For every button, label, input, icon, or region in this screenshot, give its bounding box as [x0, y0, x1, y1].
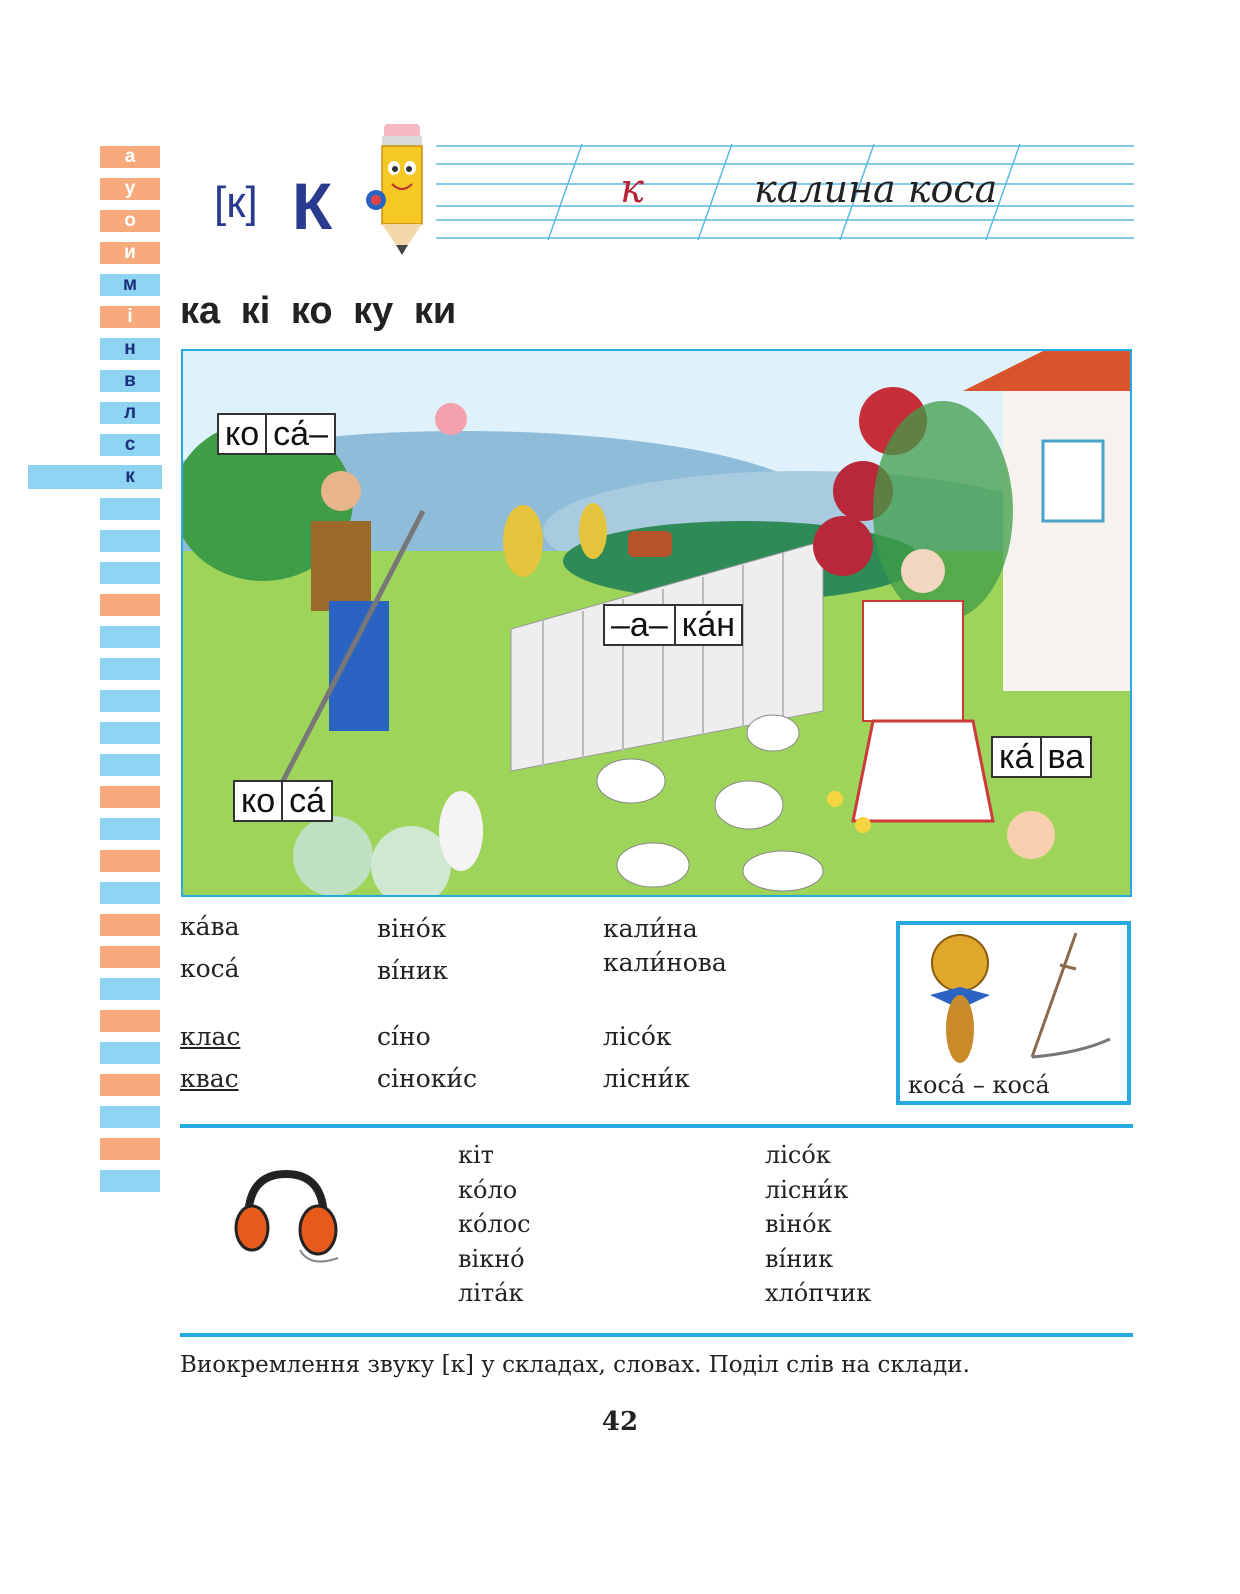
label-kan — [603, 604, 743, 646]
listen-list-left — [458, 1138, 531, 1311]
braid-scythe-icon — [900, 925, 1127, 1075]
ladder-slot — [100, 1106, 160, 1128]
label-syllable: ко — [241, 782, 276, 820]
phoneme-label: [к] — [214, 178, 258, 227]
word-kosa: коса́ — [180, 954, 240, 983]
listen-word: ко́ло — [458, 1175, 518, 1204]
ladder-slot — [100, 722, 160, 744]
ladder-letter: а — [100, 146, 160, 168]
listen-word: лісо́к — [765, 1141, 831, 1169]
ladder-slot — [100, 754, 160, 776]
divider-bottom — [180, 1333, 1133, 1337]
listen-word: лісни́к — [765, 1175, 849, 1204]
ladder-slot — [100, 690, 160, 712]
label-syllable: са́– — [265, 415, 334, 453]
label-kosa — [233, 780, 333, 822]
ladder-letter: в — [100, 370, 160, 392]
ladder-slot — [100, 594, 160, 616]
word-kalyna: кали́на — [603, 914, 698, 943]
ladder-slot — [100, 946, 160, 968]
cursive-words: калина коса — [754, 167, 998, 211]
ladder-slot — [100, 1170, 160, 1192]
label-syllable: ка́н — [674, 606, 741, 644]
ladder-slot — [100, 658, 160, 680]
kosa-caption: коса́ – коса́ — [908, 1071, 1050, 1099]
ladder-slot — [100, 1010, 160, 1032]
ladder-slot — [100, 786, 160, 808]
listen-word: хло́пчик — [765, 1279, 872, 1307]
ladder-letter: у — [100, 178, 160, 200]
label-kosa-dash — [217, 413, 336, 455]
listen-word: ко́лос — [458, 1210, 531, 1238]
ladder-slot — [100, 498, 160, 520]
word-part: клас — [180, 1022, 241, 1051]
ladder-letter: і — [100, 306, 160, 328]
page-number: 42 — [601, 1407, 639, 1437]
ladder-slot — [100, 818, 160, 840]
word-sinokis: сіноки́с — [377, 1064, 477, 1093]
ladder-slot — [100, 882, 160, 904]
listen-word: літа́к — [458, 1279, 524, 1307]
listen-list-right — [765, 1138, 871, 1311]
ladder-letter: о — [100, 210, 160, 232]
story-picture — [181, 349, 1132, 897]
ladder-slot — [100, 1042, 160, 1064]
ladder-letter: н — [100, 338, 160, 360]
label-syllable: са́ — [281, 782, 331, 820]
footer-note: Виокремлення звуку [к] у складах, словах. Поділ слів на склади. — [180, 1352, 970, 1378]
listen-word: віно́к — [765, 1210, 832, 1238]
word-kvas — [180, 1064, 239, 1093]
label-syllable: ка́ — [999, 738, 1034, 776]
label-kava — [991, 736, 1092, 778]
listen-word: вікно́ — [458, 1244, 525, 1273]
ladder-slot — [100, 530, 160, 552]
cursive-letter: к — [620, 166, 644, 212]
word-vinyk: ві́ник — [377, 956, 449, 985]
word-kava: ка́ва — [180, 912, 240, 941]
label-syllable: ко — [225, 415, 260, 453]
pencil-mascot-icon — [366, 118, 432, 260]
divider-top — [180, 1124, 1133, 1128]
handwriting-lines — [436, 140, 1134, 244]
label-syllable: ва — [1040, 738, 1091, 776]
ladder-slot — [100, 1138, 160, 1160]
word-sino: сі́но — [377, 1022, 431, 1051]
word-vinok: віно́к — [377, 914, 447, 943]
headphones-icon — [230, 1168, 342, 1268]
ladder-letter: и — [100, 242, 160, 264]
label-syllable: –а– — [611, 606, 668, 644]
syllables-row: ка кі ко ку ки — [180, 290, 457, 332]
word-lisok: лісо́к — [603, 1022, 672, 1051]
ladder-letter: к — [100, 466, 160, 488]
big-letter: К — [292, 169, 333, 243]
listen-word: кіт — [458, 1141, 494, 1169]
word-part: квас — [180, 1064, 239, 1093]
word-kalynova: кали́нова — [603, 948, 727, 977]
ladder-slot — [100, 914, 160, 936]
word-lisnyk: лісни́к — [603, 1064, 690, 1093]
ladder-slot — [100, 562, 160, 584]
ladder-slot — [100, 626, 160, 648]
kosa-homonym-box — [896, 921, 1131, 1105]
word-klas — [180, 1022, 240, 1051]
ladder-letter: с — [100, 434, 160, 456]
ladder-slot — [100, 1074, 160, 1096]
ladder-slot — [100, 850, 160, 872]
ladder-letter: м — [100, 274, 160, 296]
ladder-letter: л — [100, 402, 160, 424]
ladder-slot — [100, 978, 160, 1000]
listen-word: ві́ник — [765, 1244, 834, 1273]
